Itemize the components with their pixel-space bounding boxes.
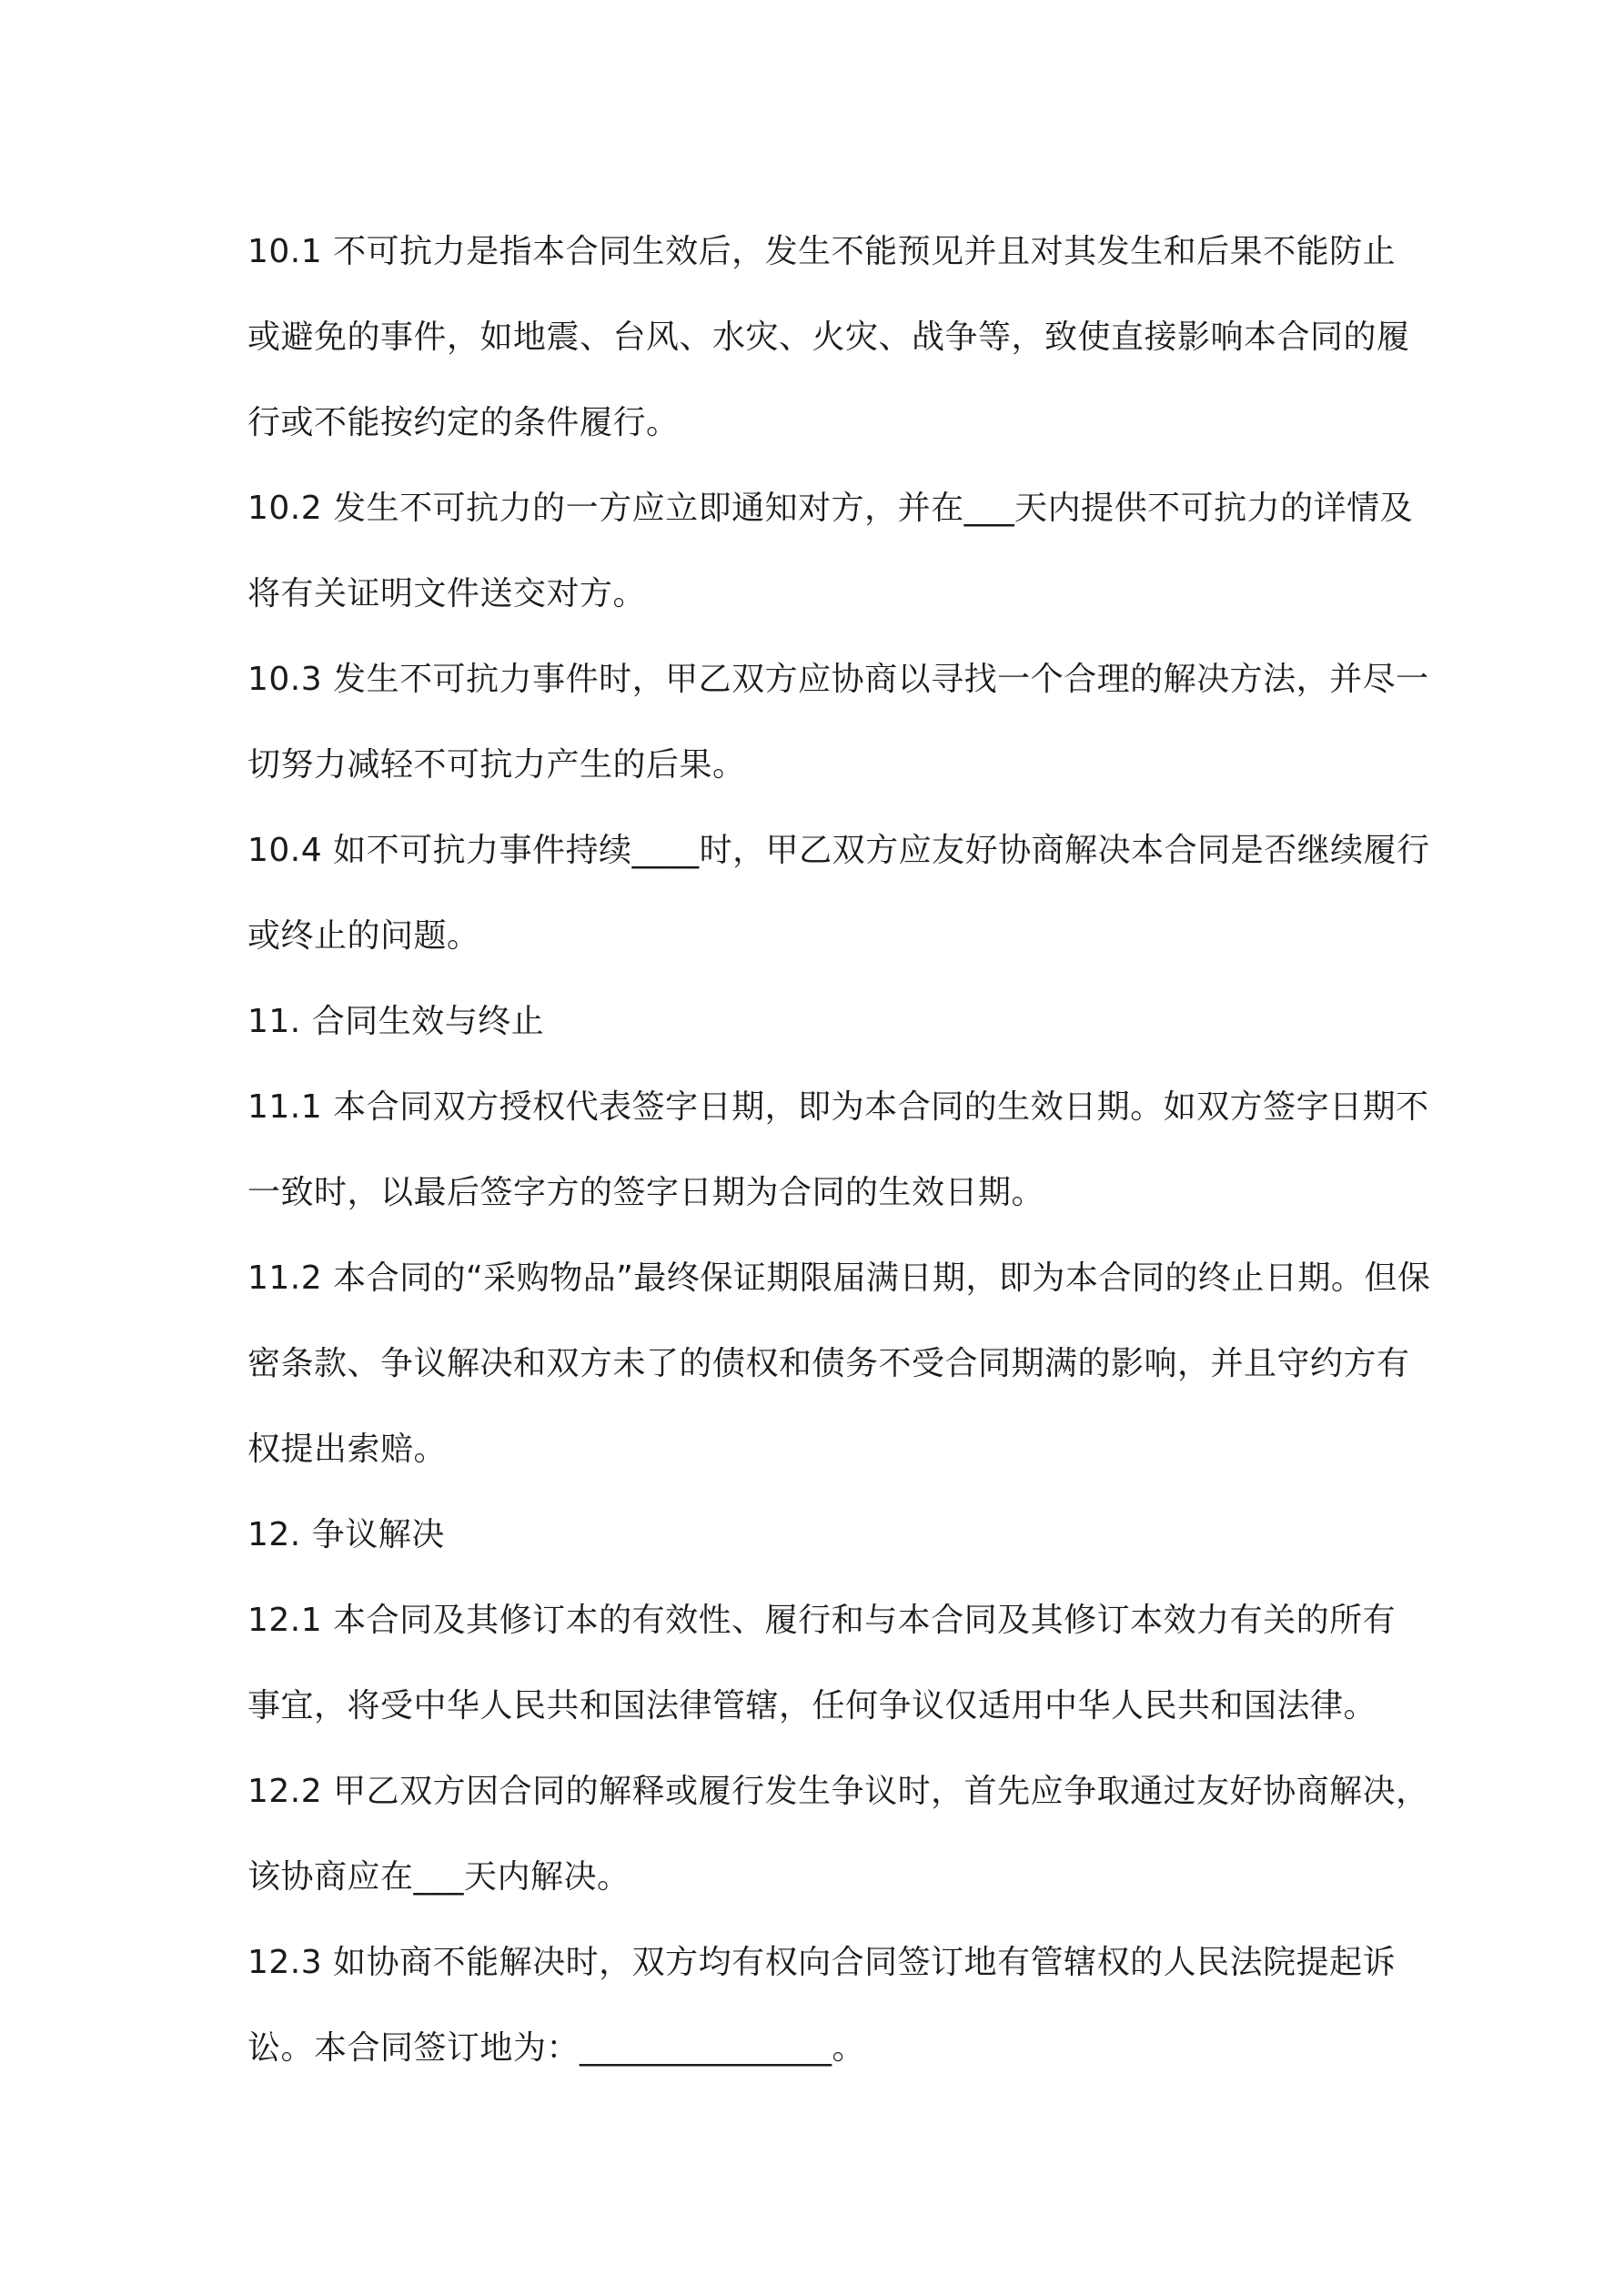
section-12-heading: 12. 争议解决 <box>247 1516 445 1553</box>
clause-11-2-line-3: 权提出索赔。 <box>247 1431 448 1468</box>
section-11-heading: 11. 合同生效与终止 <box>247 1003 545 1040</box>
clause-12-1-line-2: 事宜，将受中华人民共和国法律管辖，任何争议仅适用中华人民共和国法律。 <box>247 1687 1377 1725</box>
clause-12-3-line-2: 讼。本合同签订地为：_______________。 <box>247 2029 866 2067</box>
clause-10-4-line-2: 或终止的问题。 <box>247 917 480 955</box>
clause-11-1-line-2: 一致时，以最后签字方的签字日期为合同的生效日期。 <box>247 1174 1045 1211</box>
clause-11-2-line-1: 11.2 本合同的“采购物品”最终保证期限届满日期，即为本合同的终止日期。但保 <box>247 1259 1431 1297</box>
clause-10-3-line-1: 10.3 发生不可抗力事件时，甲乙双方应协商以寻找一个合理的解决方法，并尽一 <box>247 661 1429 698</box>
clause-10-4-line-1: 10.4 如不可抗力事件持续____时，甲乙双方应友好协商解决本合同是否继续履行 <box>247 832 1430 869</box>
clause-11-1-line-1: 11.1 本合同双方授权代表签字日期，即为本合同的生效日期。如双方签字日期不 <box>247 1088 1429 1126</box>
clause-10-2-line-2: 将有关证明文件送交对方。 <box>247 575 647 612</box>
clause-10-3-line-2: 切努力减轻不可抗力产生的后果。 <box>247 746 746 784</box>
clause-10-1-line-2: 或避免的事件，如地震、台风、水灾、火灾、战争等，致使直接影响本合同的履 <box>247 319 1410 356</box>
clause-12-3-line-1: 12.3 如协商不能解决时，双方均有权向合同签订地有管辖权的人民法院提起诉 <box>247 1944 1397 1981</box>
document-body <box>247 209 1431 2091</box>
clause-12-2-line-2: 该协商应在___天内解决。 <box>247 1858 630 1896</box>
clause-12-1-line-1: 12.1 本合同及其修订本的有效性、履行和与本合同及其修订本效力有关的所有 <box>247 1602 1397 1639</box>
clause-12-2-line-1: 12.2 甲乙双方因合同的解释或履行发生争议时，首先应争取通过友好协商解决， <box>247 1773 1429 1810</box>
clause-11-2-line-2: 密条款、争议解决和双方未了的债权和债务不受合同期满的影响，并且守约方有 <box>247 1345 1410 1382</box>
clause-10-2-line-1: 10.2 发生不可抗力的一方应立即通知对方，并在___天内提供不可抗力的详情及 <box>247 490 1414 527</box>
clause-10-1-line-3: 行或不能按约定的条件履行。 <box>247 404 680 441</box>
clause-10-1-line-1: 10.1 不可抗力是指本合同生效后，发生不能预见并且对其发生和后果不能防止 <box>247 233 1397 270</box>
